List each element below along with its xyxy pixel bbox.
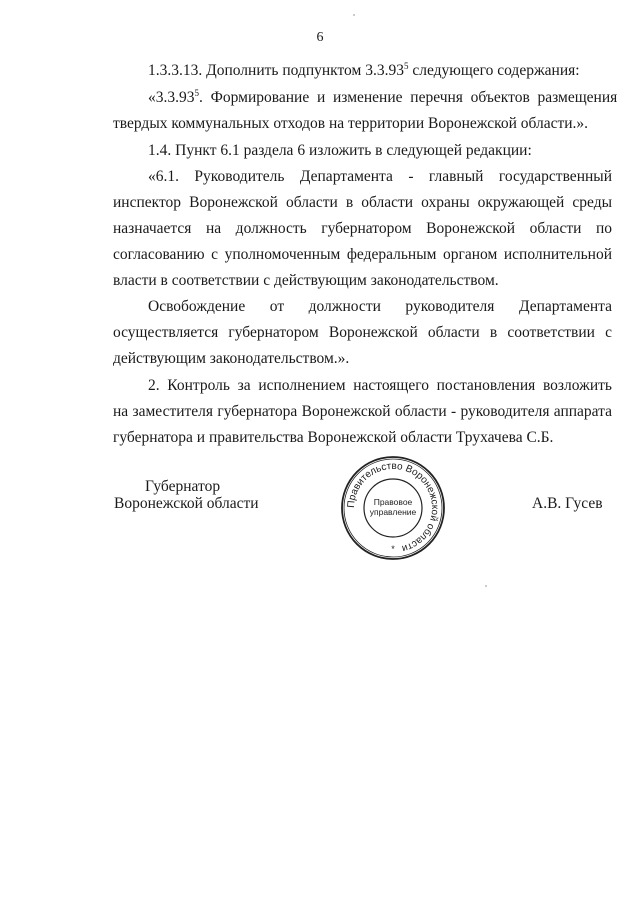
official-seal [340, 455, 446, 561]
paragraph-5-line-2: осуществляется губернатором Воронежской области в соответствии с [113, 324, 612, 341]
paragraph-4-line-3: назначается на должность губернатором Воронежской области по [113, 220, 612, 237]
paragraph-6-line-2: на заместителя губернатора Воронежской области - руководителя аппарата [113, 403, 612, 420]
scan-speck [485, 585, 487, 587]
seal-center-line-1: Правовое [373, 497, 413, 507]
paragraph-1-text-b: следующего содержания: [408, 62, 580, 79]
paragraph-4-line-4: согласованию с уполномоченным федеральным органом исполнительной [113, 246, 612, 263]
superscript: 5 [194, 88, 199, 98]
paragraph-5-line-3: действующим законодательством.». [113, 350, 350, 367]
paragraph-6-line-3: губернатора и правительства Воронежской области Трухачева С.Б. [113, 429, 554, 446]
paragraph-4-line-2: инспектор Воронежской области в области охраны окружающей среды [113, 194, 612, 211]
paragraph-6-line-1: 2. Контроль за исполнением настоящего постановления возложить [148, 377, 612, 394]
seal-center-line-2: управление [369, 507, 417, 517]
seal-star: * [391, 544, 395, 554]
signatory-title-line-1: Губернатор [145, 478, 221, 495]
paragraph-5-line-1: Освобождение от должности руководителя Департамента [148, 298, 612, 315]
signatory-title-line-2: Воронежской области [114, 495, 259, 512]
signatory-name: А.В. Гусев [532, 495, 603, 512]
paragraph-2-text-a: «3.3.93 [148, 89, 195, 106]
superscript: 5 [403, 61, 409, 71]
paragraph-1-text-a: 1.3.3.13. Дополнить подпунктом 3.3.93 [148, 62, 404, 79]
page-number: 6 [316, 30, 324, 45]
paragraph-2-text-b: . Формирование и изменение перечня объектов размещения [199, 89, 618, 106]
paragraph-4-line-5: власти в соответствии с действующим законодательством. [113, 272, 499, 289]
paragraph-2-line-1 [148, 88, 618, 108]
scan-speck [353, 14, 355, 16]
paragraph-2-line-2: твердых коммунальных отходов на территории Воронежской области.». [113, 115, 589, 132]
paragraph-3: 1.4. Пункт 6.1 раздела 6 изложить в следующей редакции: [148, 142, 532, 159]
seal-ring-text: Правительство Воронежской области [345, 460, 441, 554]
paragraph-1 [148, 61, 612, 81]
paragraph-4-line-1: «6.1. Руководитель Департамента - главный государственный [148, 168, 612, 185]
